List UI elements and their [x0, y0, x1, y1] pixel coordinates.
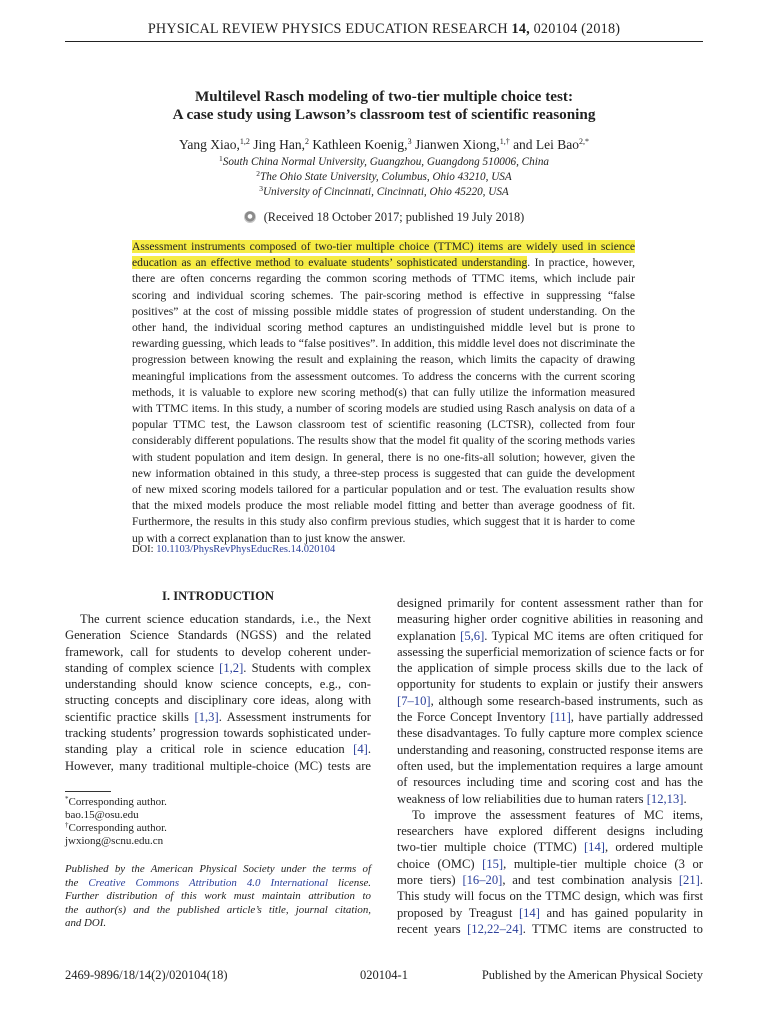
text-line: framework, call for students to develop coherent under-	[65, 644, 371, 659]
journal-volume: 14,	[511, 21, 530, 37]
journal-name: PHYSICAL REVIEW PHYSICS EDUCATION RESEARCH	[147, 21, 508, 37]
text-line: The current science education standards, i.e., the Next	[80, 612, 371, 626]
text-line: opportunity for students to explain or justify their answers	[397, 677, 703, 692]
text-line: these disadvantages. To fully capture more complex science	[397, 726, 703, 741]
text-line: recent years [12,22–24]. TTMC items are constructed to	[397, 921, 703, 936]
citation-link[interactable]: [4]	[353, 742, 368, 757]
text-line: measuring higher order cognitive abilities in reasoning and	[397, 612, 703, 627]
author-list	[80, 137, 688, 153]
abstract-line: other hand, the individual scoring method captures an undistinguished middle level but is prone to	[132, 321, 635, 335]
title-line-2: A case study using Lawson’s classroom test of scientific reasoning	[172, 106, 596, 123]
author[interactable]: Jing Han,	[253, 137, 305, 152]
text-line: understanding and reasoning, constructed response items are	[397, 742, 703, 757]
abstract-line: methods, it is valuable to explore new scoring method(s) that can fully utilize the information measured	[132, 385, 635, 399]
footer-issn: 2469-9896/18/14(2)/020104(18)	[65, 968, 228, 982]
footnotes	[65, 796, 167, 848]
text-line: weakness of low reliabilities due to human raters [12,13].	[397, 791, 687, 806]
intro-right-column	[397, 595, 703, 937]
abstract-line	[132, 239, 635, 255]
author[interactable]: Jianwen Xiong,	[414, 137, 500, 152]
affiliation-mark: 2	[256, 169, 261, 178]
highlighted-text[interactable]: education as an effective method to evaluate students’ sophisticated understanding	[132, 256, 528, 270]
text-line: proposed by Treagust [14] and has gained popularity in	[397, 905, 703, 920]
abstract-line: considerably different populations. The results show that the model fit quality of the scoring methods varies	[132, 434, 635, 448]
footnote: *Corresponding author.	[65, 795, 167, 808]
citation-link[interactable]: [5,6]	[460, 628, 485, 643]
highlighted-text[interactable]: Assessment instruments composed of two-tier multiple choice (TTMC) items are widely used in science	[132, 240, 635, 253]
citation-link[interactable]: [12,22–24]	[467, 921, 523, 936]
citation-link[interactable]: [21]	[678, 873, 700, 888]
received-text: (Received 18 October 2017; published 19 July 2018)	[263, 210, 525, 224]
doi-line	[132, 544, 335, 555]
text-line: assessing the superficial memorization of science facts or for	[397, 644, 705, 659]
abstract-line: meaningful implications from the assessment outcomes. To address the concerns with the current scoring	[132, 369, 635, 383]
footnote-email[interactable]: bao.15@osu.edu	[65, 809, 139, 821]
text-line: of resources including time and scoring cost and has the	[397, 775, 703, 790]
author[interactable]: Yang Xiao,	[178, 137, 240, 152]
text-line: structing concepts and disciplinary core ideas, along with	[65, 693, 371, 708]
text-line: two-tier multiple choice (TTMC) [14], ordered multiple	[397, 840, 703, 855]
doi-link[interactable]: 10.1103/PhysRevPhysEducRes.14.020104	[156, 544, 336, 555]
abstract-line: progression between knowing the result and explaining the reason, which limits the capacity of drawing	[132, 353, 635, 367]
text-line: To improve the assessment features of MC items,	[412, 807, 703, 822]
abstract-line: there are often concerns regarding the common scoring methods of TTMC items, which include pair	[132, 272, 635, 286]
abstract-line: rewarding guessing, which leads to “false positives”. In addition, this middle level does not discriminate the	[132, 337, 635, 351]
text-line: Generation Science Standards (NGSS) and the related	[65, 628, 371, 643]
license-line: Further distribution of this work must maintain attribution to	[65, 890, 371, 903]
abstract-line: with TTMC items. In this study, a number of scoring models are studied using Rasch analysis on data of a	[132, 402, 635, 416]
abstract-line: up with a correct explanation than to just know the answer.	[132, 531, 406, 545]
affiliation-mark: 3	[259, 184, 263, 193]
abstract-line: that the mixed models produce the most reliable model fitting and better than average goodness of fit.	[132, 499, 635, 513]
affiliation-text: South China Normal University, Guangzhou, Guangdong 510006, China	[222, 156, 550, 168]
affiliation	[80, 156, 688, 168]
abstract-line: of new mixed scoring models tailored for a particular population and or test. The evaluation results show	[132, 483, 635, 497]
citation-link[interactable]: [11]	[550, 710, 571, 725]
text-line: However, many traditional multiple-choice (MC) tests are	[65, 758, 371, 773]
author[interactable]: Kathleen Koenig,	[312, 137, 408, 152]
text-line: the Force Concept Inventory [11], have partially addressed	[397, 710, 703, 725]
text-line: researchers have explored different designs including	[397, 824, 703, 839]
abstract	[132, 239, 635, 547]
abstract-line: with student population and item design. In general, there is no one-fits-all solution; however, given the	[132, 450, 635, 464]
license-line: the Creative Commons Attribution 4.0 International license.	[65, 876, 372, 889]
author-affil-mark: 1,†	[499, 137, 510, 146]
text-line: choice (OMC) [15], multiple-tier multiple choice (3 or	[397, 856, 703, 871]
footnote: †Corresponding author.	[65, 821, 167, 834]
author-affil-mark: 3	[407, 137, 412, 146]
footnote-rule	[65, 791, 111, 792]
citation-link[interactable]: [1,2]	[219, 660, 244, 675]
citation-link[interactable]: [7–10]	[397, 693, 431, 708]
license-line: the author(s) and the published article’s title, journal citation,	[65, 903, 371, 916]
text-line: This study will focus on the TTMC design, which was first	[397, 889, 703, 904]
received-dates	[80, 210, 688, 225]
author[interactable]: and Lei Bao	[513, 137, 580, 152]
text-line: [7–10], although some research-based instruments, such as	[397, 693, 703, 708]
author-affil-mark: 2	[304, 137, 309, 146]
intro-left-column	[65, 611, 371, 774]
text-line: standing of complex science [1,2]. Students with complex	[65, 660, 372, 675]
footer-publisher: Published by the American Physical Society	[481, 968, 703, 982]
citation-link[interactable]: [14]	[518, 905, 540, 920]
footer-page-number: 020104-1	[360, 968, 408, 982]
header-rule	[65, 41, 703, 42]
citation-link[interactable]: [1,3]	[194, 709, 219, 724]
text-line: scientific practice skills [1,3]. Assessment instruments for	[65, 709, 372, 724]
journal-header	[65, 21, 703, 38]
text-line: the application of simple process skills due to the lack of	[397, 661, 703, 676]
affiliation-text: University of Cincinnati, Cincinnati, Ohio 45220, USA	[262, 186, 509, 198]
footnote-email[interactable]: jwxiong@scnu.edu.cn	[65, 835, 164, 847]
text-line: tracking students’ progression towards sophisticated under-	[65, 726, 371, 741]
citation-link[interactable]: [16–20]	[462, 873, 503, 888]
crossmark-icon[interactable]	[244, 211, 256, 223]
abstract-line: education as an effective method to evaluate students’ sophisticated understanding. In practice, however,	[132, 256, 635, 270]
abstract-line: positives” at the cost of missing possible middle states of progression of student understanding. On the	[132, 304, 635, 318]
paper-title	[80, 88, 688, 124]
doi-label: DOI:	[132, 544, 154, 555]
article-number: 020104 (2018)	[533, 21, 621, 37]
abstract-line: new information obtained in this study, a three-step process is suggested that can guide the development	[132, 466, 635, 480]
title-line-1: Multilevel Rasch modeling of two-tier multiple choice test:	[194, 88, 574, 105]
affiliation	[80, 171, 688, 183]
author-affil-mark: 2,*	[579, 137, 590, 146]
license-note	[65, 863, 371, 931]
citation-link[interactable]: [14]	[583, 840, 605, 855]
citation-link[interactable]: [12,13]	[646, 791, 684, 806]
license-line: Published by the American Physical Society under the terms of	[65, 863, 371, 875]
text-line: explanation [5,6]. Typical MC items are often critiqued for	[397, 628, 704, 643]
text-line: standing play a critical role in science education [4].	[65, 742, 371, 757]
text-line: often used, but the implementation requires a large amount	[397, 758, 703, 773]
abstract-line: popular TTMC test, the Lawson classroom test of scientific reasoning (LCTSR), collected from four	[132, 418, 635, 432]
abstract-line: scoring and individual scoring schemes. The pair-scoring method is effective in suppressing “false	[132, 288, 635, 302]
abstract-line: Furthermore, the results in this study also confirm previous studies, which suggest that it is harder to come	[132, 515, 635, 529]
citation-link[interactable]: [15]	[482, 856, 504, 871]
affiliation-text: The Ohio State University, Columbus, Ohio 43210, USA	[260, 171, 512, 183]
text-line: more tiers) [16–20], and test combination analysis [21].	[397, 873, 703, 888]
license-line: and DOI.	[65, 917, 107, 930]
text-line: understanding should know science concepts, e.g., con-	[65, 677, 371, 692]
section-heading: I. INTRODUCTION	[162, 589, 274, 603]
affiliation	[80, 186, 688, 198]
affiliation-mark: 1	[218, 154, 223, 163]
author-affil-mark: 1,2	[239, 137, 250, 146]
license-link[interactable]: Creative Commons Attribution 4.0 International	[88, 876, 328, 889]
text-line: designed primarily for content assessment rather than for	[397, 596, 703, 610]
